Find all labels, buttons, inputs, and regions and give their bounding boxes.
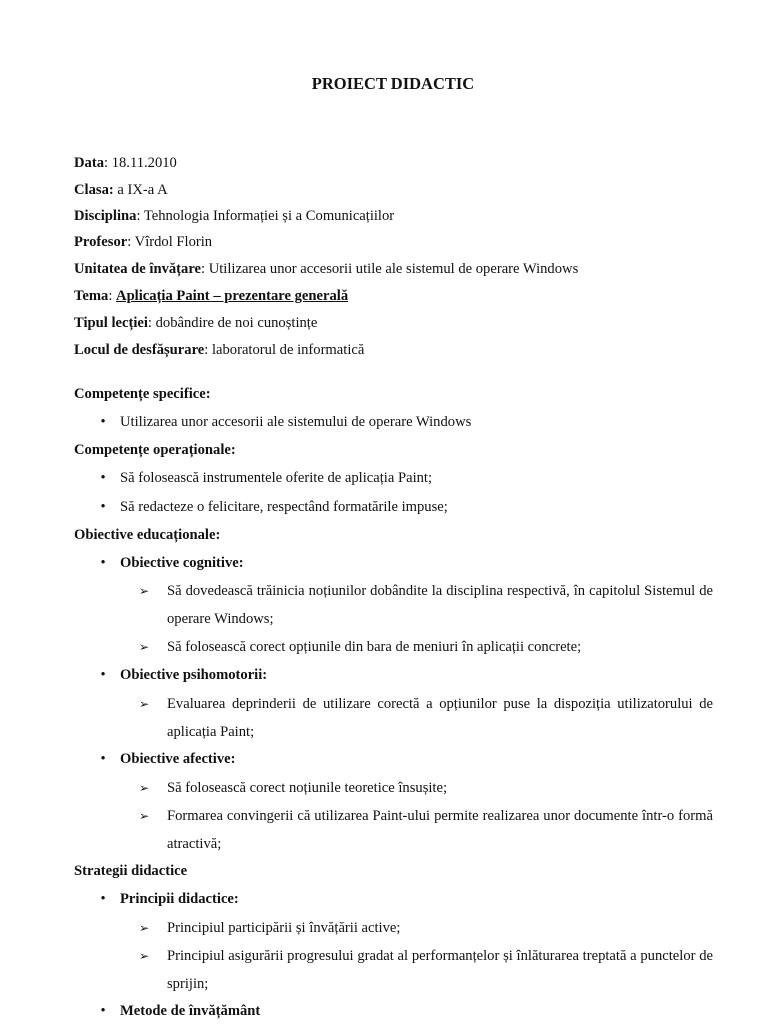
arrow-bullet-icon: ➢: [139, 640, 150, 654]
field-clasa: [74, 180, 168, 200]
field-value: : dobândire de noi cunoștințe: [147, 315, 318, 331]
subsection-heading-metode: Metode de învățământ: [120, 1003, 261, 1019]
list-item: Utilizarea unor accesorii ale sistemului de operare Windows: [120, 414, 472, 430]
field-locul: [74, 340, 364, 360]
section-heading-strategii: Strategii didactice: [74, 863, 188, 879]
list-item: Principiul asigurării progresului gradat al performanțelor și înlăturarea treptată a punctelor de sprijin;: [167, 948, 713, 992]
bullet-icon: •: [100, 555, 106, 571]
list-item: Principiul participării și învățării active;: [167, 920, 401, 936]
field-disciplina: [74, 206, 394, 226]
subsection-heading-cognitive: Obiective cognitive:: [120, 555, 244, 571]
bullet-icon: •: [100, 499, 106, 515]
field-value: : Utilizarea unor accesorii utile ale sistemul de operare Windows: [201, 261, 579, 277]
field-label: Tema: [74, 288, 109, 304]
field-value: : 18.11.2010: [104, 155, 177, 171]
field-value: a IX-a A: [113, 182, 168, 198]
arrow-bullet-icon: ➢: [139, 781, 150, 795]
page-title: PROIECT DIDACTIC: [311, 74, 475, 93]
field-label: Tipul lecției: [74, 315, 148, 331]
field-label: Locul de desfășurare: [74, 342, 205, 358]
bullet-icon: •: [100, 751, 106, 767]
field-value: : laboratorul de informatică: [204, 342, 365, 358]
arrow-bullet-icon: ➢: [139, 584, 150, 598]
section-heading-competente-specifice: Competențe specifice:: [74, 386, 211, 402]
bullet-icon: •: [100, 891, 106, 907]
field-unitatea: [74, 259, 578, 279]
arrow-bullet-icon: ➢: [139, 809, 150, 823]
list-item: Să folosească corect opțiunile din bara de meniuri în aplicații concrete;: [167, 639, 582, 655]
bullet-icon: •: [100, 414, 106, 430]
arrow-bullet-icon: ➢: [139, 697, 150, 711]
subsection-heading-afective: Obiective afective:: [120, 751, 236, 767]
field-value: : Tehnologia Informației și a Comunicațiilor: [136, 208, 395, 224]
subsection-heading-psihomotorii: Obiective psihomotorii:: [120, 667, 268, 683]
field-label: Disciplina: [74, 208, 137, 224]
field-separator: :: [108, 288, 117, 304]
subsection-heading-principii: Principii didactice:: [120, 891, 239, 907]
field-tipul: [74, 313, 317, 333]
bullet-icon: •: [100, 1003, 106, 1019]
field-label: Unitatea de învățare: [74, 261, 202, 277]
field-label: Clasa:: [74, 182, 114, 198]
field-value: : Vîrdol Florin: [127, 234, 213, 250]
list-item: Să redacteze o felicitare, respectând formatările impuse;: [120, 499, 448, 515]
arrow-bullet-icon: ➢: [139, 921, 150, 935]
field-label: Profesor: [74, 234, 128, 250]
list-item: Să dovedească trăinicia noțiunilor dobândite la disciplina respectivă, în capitolul Sistemul de operare Windows;: [167, 583, 713, 627]
list-item: Formarea convingerii că utilizarea Paint-ului permite realizarea unor documente într-o formă atractivă;: [167, 808, 713, 852]
section-heading-obiective: Obiective educaționale:: [74, 527, 221, 543]
list-item: Să folosească instrumentele oferite de aplicația Paint;: [120, 470, 433, 486]
bullet-icon: •: [100, 470, 106, 486]
field-label: Data: [74, 155, 104, 171]
field-profesor: [74, 232, 212, 252]
list-item: Să folosească corect noțiunile teoretice însușite;: [167, 780, 448, 796]
arrow-bullet-icon: ➢: [139, 949, 150, 963]
section-heading-competente-operationale: Competențe operaționale:: [74, 442, 236, 458]
field-value: Aplicația Paint – prezentare generală: [116, 288, 349, 304]
field-tema: [74, 286, 348, 306]
field-data: [74, 153, 177, 173]
list-item: Evaluarea deprinderii de utilizare corectă a opțiunilor puse la dispoziția utilizatorului de aplicația Paint;: [167, 696, 713, 740]
bullet-icon: •: [100, 667, 106, 683]
